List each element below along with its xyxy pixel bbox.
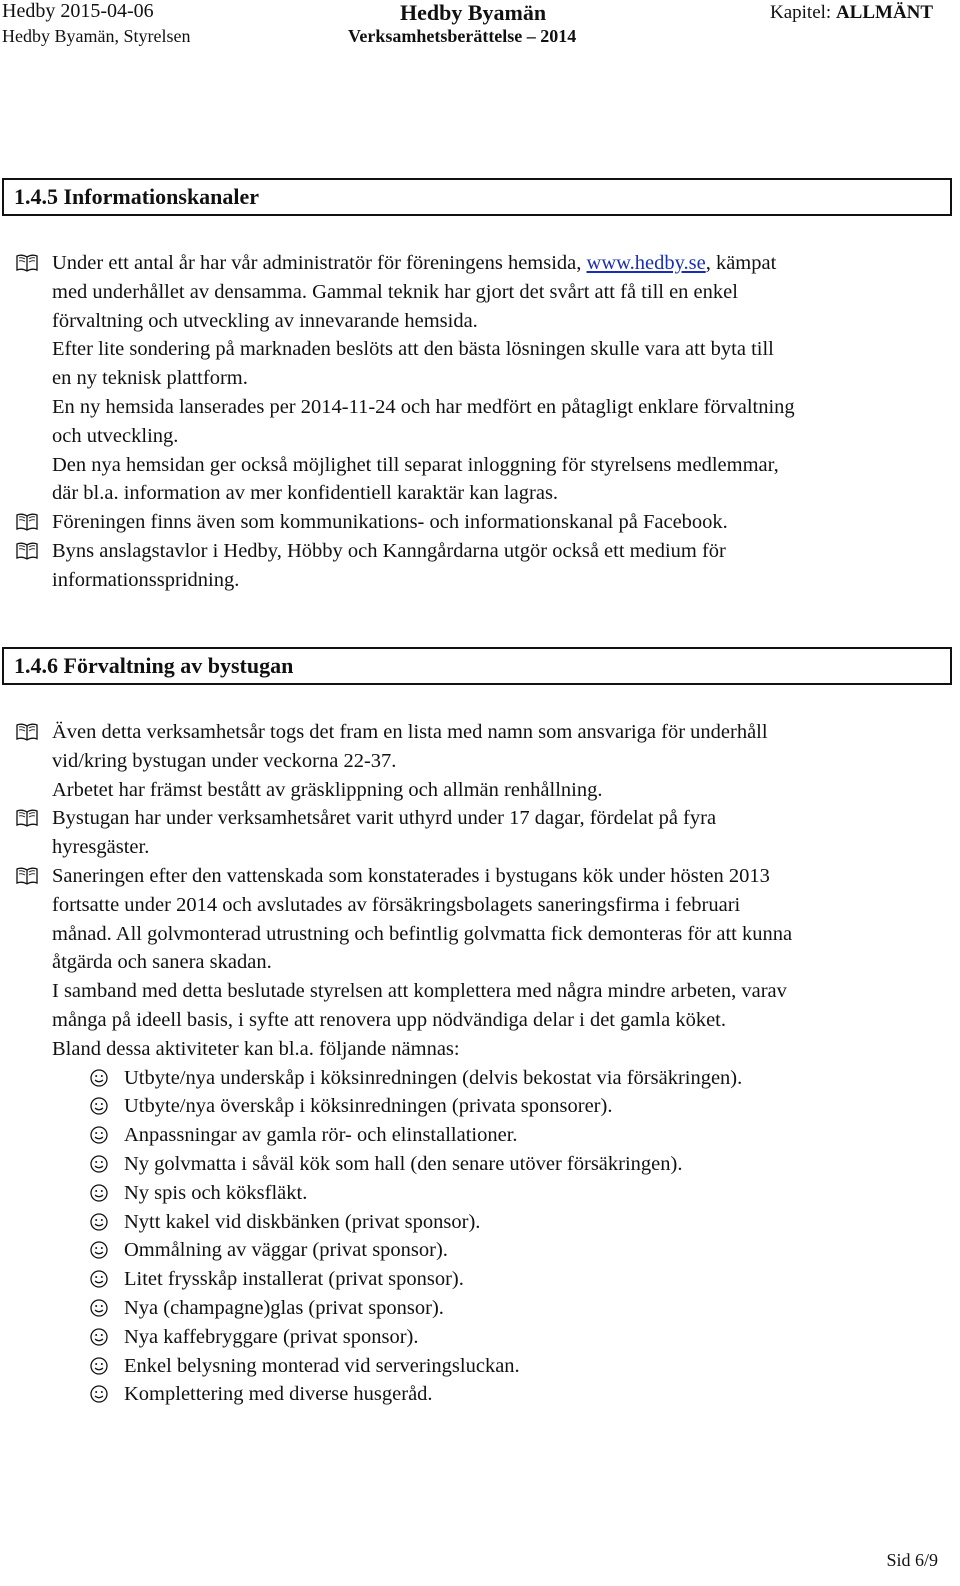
- smiley-icon: [90, 1270, 108, 1288]
- header-chapter: [770, 2, 933, 24]
- text-line: många på ideell basis, i syfte att renovera upp nödvändiga delar i det gamla köket.: [52, 1008, 726, 1031]
- list-item-text: Utbyte/nya underskåp i köksinredningen (delvis bekostat via försäkringen).: [124, 1066, 743, 1089]
- book-bullet-icon: [16, 867, 38, 885]
- smiley-icon: [90, 1328, 108, 1346]
- section-heading-informationskanaler: 1.4.5 Informationskanaler: [2, 178, 952, 216]
- smiley-icon: [90, 1184, 108, 1202]
- list-item-text: Utbyte/nya överskåp i köksinredningen (privata sponsorer).: [124, 1095, 613, 1118]
- text-line: Den nya hemsidan ger också möjlighet till separat inloggning för styrelsens medlemmar,: [52, 453, 779, 476]
- text-line: I samband med detta beslutade styrelsen att komplettera med några mindre arbeten, varav: [52, 980, 787, 1003]
- text-line: informationsspridning.: [52, 568, 240, 591]
- list-item: [124, 1179, 960, 1208]
- list-item: [124, 1150, 960, 1179]
- paragraph: [0, 862, 960, 1064]
- text-line: Bland dessa aktiviteter kan bl.a. följande nämnas:: [52, 1037, 460, 1060]
- text-line: åtgärda och sanera skadan.: [52, 951, 272, 974]
- text-line: med underhållet av densamma. Gammal teknik har gjort det svårt att få till en enkel: [52, 280, 738, 303]
- list-item: [124, 1121, 960, 1150]
- text-segment: Under ett antal år har vår administratör för föreningens hemsida,: [52, 252, 582, 274]
- smiley-icon: [90, 1213, 108, 1231]
- list-item-text: Ommålning av väggar (privat sponsor).: [124, 1239, 448, 1262]
- smiley-icon: [90, 1126, 108, 1144]
- list-item: [124, 1064, 960, 1093]
- smiley-icon: [90, 1241, 108, 1259]
- text-line: En ny hemsida lanserades per 2014-11-24 och har medfört en påtagligt enklare förvaltning: [52, 395, 795, 418]
- book-bullet-icon: [16, 723, 38, 741]
- text-line: en ny teknisk plattform.: [52, 367, 248, 390]
- header-date: Hedby 2015-04-06: [2, 0, 154, 22]
- page-header: [0, 0, 960, 50]
- book-bullet-icon: [16, 254, 38, 272]
- book-bullet-icon: [16, 809, 38, 827]
- list-item: [124, 1236, 960, 1265]
- list-item-text: Litet frysskåp installerat (privat sponsor).: [124, 1268, 464, 1291]
- text-line: månad. All golvmonterad utrustning och befintlig golvmatta fick demonteras för att kunna: [52, 922, 793, 945]
- text-line: Efter lite sondering på marknaden beslöts att den bästa lösningen skulle vara att byta till: [52, 338, 774, 361]
- text-line: hyresgäster.: [52, 836, 150, 859]
- book-bullet-icon: [16, 542, 38, 560]
- chapter-label: Kapitel:: [770, 2, 832, 23]
- paragraph: [0, 718, 960, 804]
- smiley-icon: [90, 1299, 108, 1317]
- section-body-bystugan: [0, 718, 960, 1409]
- list-item: [124, 1323, 960, 1352]
- page-number: Sid 6/9: [886, 1550, 938, 1570]
- paragraph: [0, 508, 960, 537]
- text-line: Föreningen finns även som kommunikations- och informationskanal på Facebook.: [52, 511, 728, 534]
- list-item-text: Anpassningar av gamla rör- och elinstallationer.: [124, 1124, 518, 1147]
- activity-list: [0, 1064, 960, 1410]
- book-bullet-icon: [16, 513, 38, 531]
- list-item: [124, 1265, 960, 1294]
- list-item: [124, 1208, 960, 1237]
- text-line: och utveckling.: [52, 424, 179, 447]
- text-segment: , kämpat: [705, 252, 777, 274]
- paragraph: [0, 537, 960, 595]
- text-line: vid/kring bystugan under veckorna 22-37.: [52, 749, 397, 772]
- header-title: Hedby Byamän: [400, 0, 547, 25]
- list-item: [124, 1092, 960, 1121]
- list-item-text: Ny golvmatta i såväl kök som hall (den senare utöver försäkringen).: [124, 1152, 683, 1175]
- smiley-icon: [90, 1155, 108, 1173]
- chapter-value: ALLMÄNT: [835, 2, 934, 23]
- list-item-text: Enkel belysning monterad vid serveringsluckan.: [124, 1354, 520, 1377]
- list-item-text: Komplettering med diverse husgeråd.: [124, 1383, 433, 1406]
- list-item: [124, 1352, 960, 1381]
- list-item-text: Nya (champagne)glas (privat sponsor).: [124, 1296, 444, 1319]
- smiley-icon: [90, 1069, 108, 1087]
- paragraph: [0, 249, 960, 508]
- text-line: fortsatte under 2014 och avslutades av försäkringsbolagets saneringsfirma i februari: [52, 893, 741, 916]
- paragraph: [0, 804, 960, 862]
- header-subtitle: Verksamhetsberättelse – 2014: [348, 26, 577, 46]
- text-line: Byns anslagstavlor i Hedby, Höbby och Kanngårdarna utgör också ett medium för: [52, 539, 726, 562]
- header-org: Hedby Byamän, Styrelsen: [2, 26, 191, 46]
- list-item-text: Ny spis och köksfläkt.: [124, 1181, 308, 1204]
- website-link[interactable]: www.hedby.se: [586, 252, 706, 274]
- section-heading-bystugan: 1.4.6 Förvaltning av bystugan: [2, 647, 952, 685]
- smiley-icon: [90, 1097, 108, 1115]
- section-body-informationskanaler: [0, 249, 960, 595]
- list-item-text: Nytt kakel vid diskbänken (privat sponsor).: [124, 1210, 481, 1233]
- list-item: [124, 1380, 960, 1409]
- text-line: Bystugan har under verksamhetsåret varit uthyrd under 17 dagar, fördelat på fyra: [52, 807, 717, 830]
- smiley-icon: [90, 1385, 108, 1403]
- list-item-text: Nya kaffebryggare (privat sponsor).: [124, 1325, 419, 1348]
- list-item: [124, 1294, 960, 1323]
- text-line: Saneringen efter den vattenskada som konstaterades i bystugans kök under hösten 2013: [52, 864, 770, 887]
- text-line: där bl.a. information av mer konfidentiell karaktär kan lagras.: [52, 482, 559, 505]
- smiley-icon: [90, 1357, 108, 1375]
- text-line: Även detta verksamhetsår togs det fram en lista med namn som ansvariga för underhåll: [52, 721, 768, 743]
- text-line: [52, 249, 920, 278]
- text-line: förvaltning och utveckling av innevarande hemsida.: [52, 309, 478, 332]
- text-line: Arbetet har främst bestått av gräsklippning och allmän renhållning.: [52, 778, 603, 801]
